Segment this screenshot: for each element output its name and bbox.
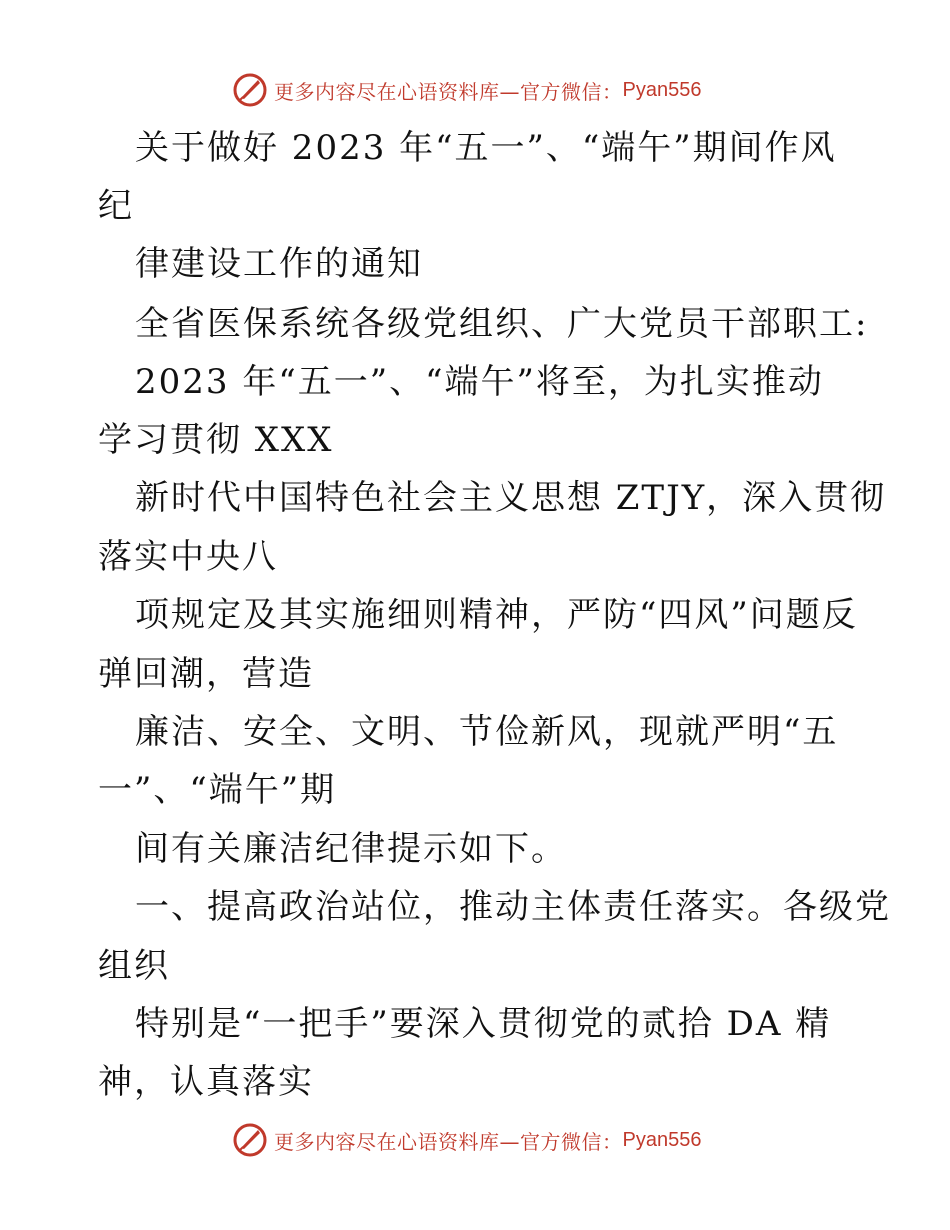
text-line: 廉洁、安全、文明、节俭新风，现就严明“五 xyxy=(135,712,839,752)
text-line: 学习贯彻 XXX xyxy=(98,420,334,460)
text-line: 组织 xyxy=(98,946,170,986)
text-line: 一”、“端午”期 xyxy=(98,770,337,810)
quill-logo-icon xyxy=(232,72,268,108)
text-line: 弹回潮，营造 xyxy=(98,654,314,694)
watermark-handle: Pyan556 xyxy=(622,1128,702,1151)
text-line: 项规定及其实施细则精神，严防“四风”问题反 xyxy=(135,595,858,635)
watermark-text: 更多内容尽在心语资料库—官方微信： xyxy=(274,1129,623,1154)
text-line: 一、提高政治站位，推动主体责任落实。各级党 xyxy=(135,887,891,927)
text-line: 间有关廉洁纪律提示如下。 xyxy=(135,829,567,869)
text-line: 全省医保系统各级党组织、广大党员干部职工: xyxy=(135,304,869,344)
text-line: 特别是“一把手”要深入贯彻党的贰拾 DA 精 xyxy=(135,1004,832,1044)
text-line: 关于做好 2023 年“五一”、“端午”期间作风 xyxy=(135,128,837,168)
watermark-text: 更多内容尽在心语资料库—官方微信： xyxy=(274,79,623,104)
text-line: 落实中央八 xyxy=(98,537,278,577)
watermark-handle: Pyan556 xyxy=(622,78,702,101)
footer-watermark xyxy=(232,1120,701,1160)
text-line: 神，认真落实 xyxy=(98,1062,314,1102)
text-line: 2023 年“五一”、“端午”将至，为扎实推动 xyxy=(135,362,824,402)
quill-logo-icon xyxy=(232,1122,268,1158)
header-watermark xyxy=(232,70,701,110)
text-line: 律建设工作的通知 xyxy=(135,244,423,284)
text-line: 纪 xyxy=(98,186,134,226)
text-line: 新时代中国特色社会主义思想 ZTJY，深入贯彻 xyxy=(135,478,887,518)
